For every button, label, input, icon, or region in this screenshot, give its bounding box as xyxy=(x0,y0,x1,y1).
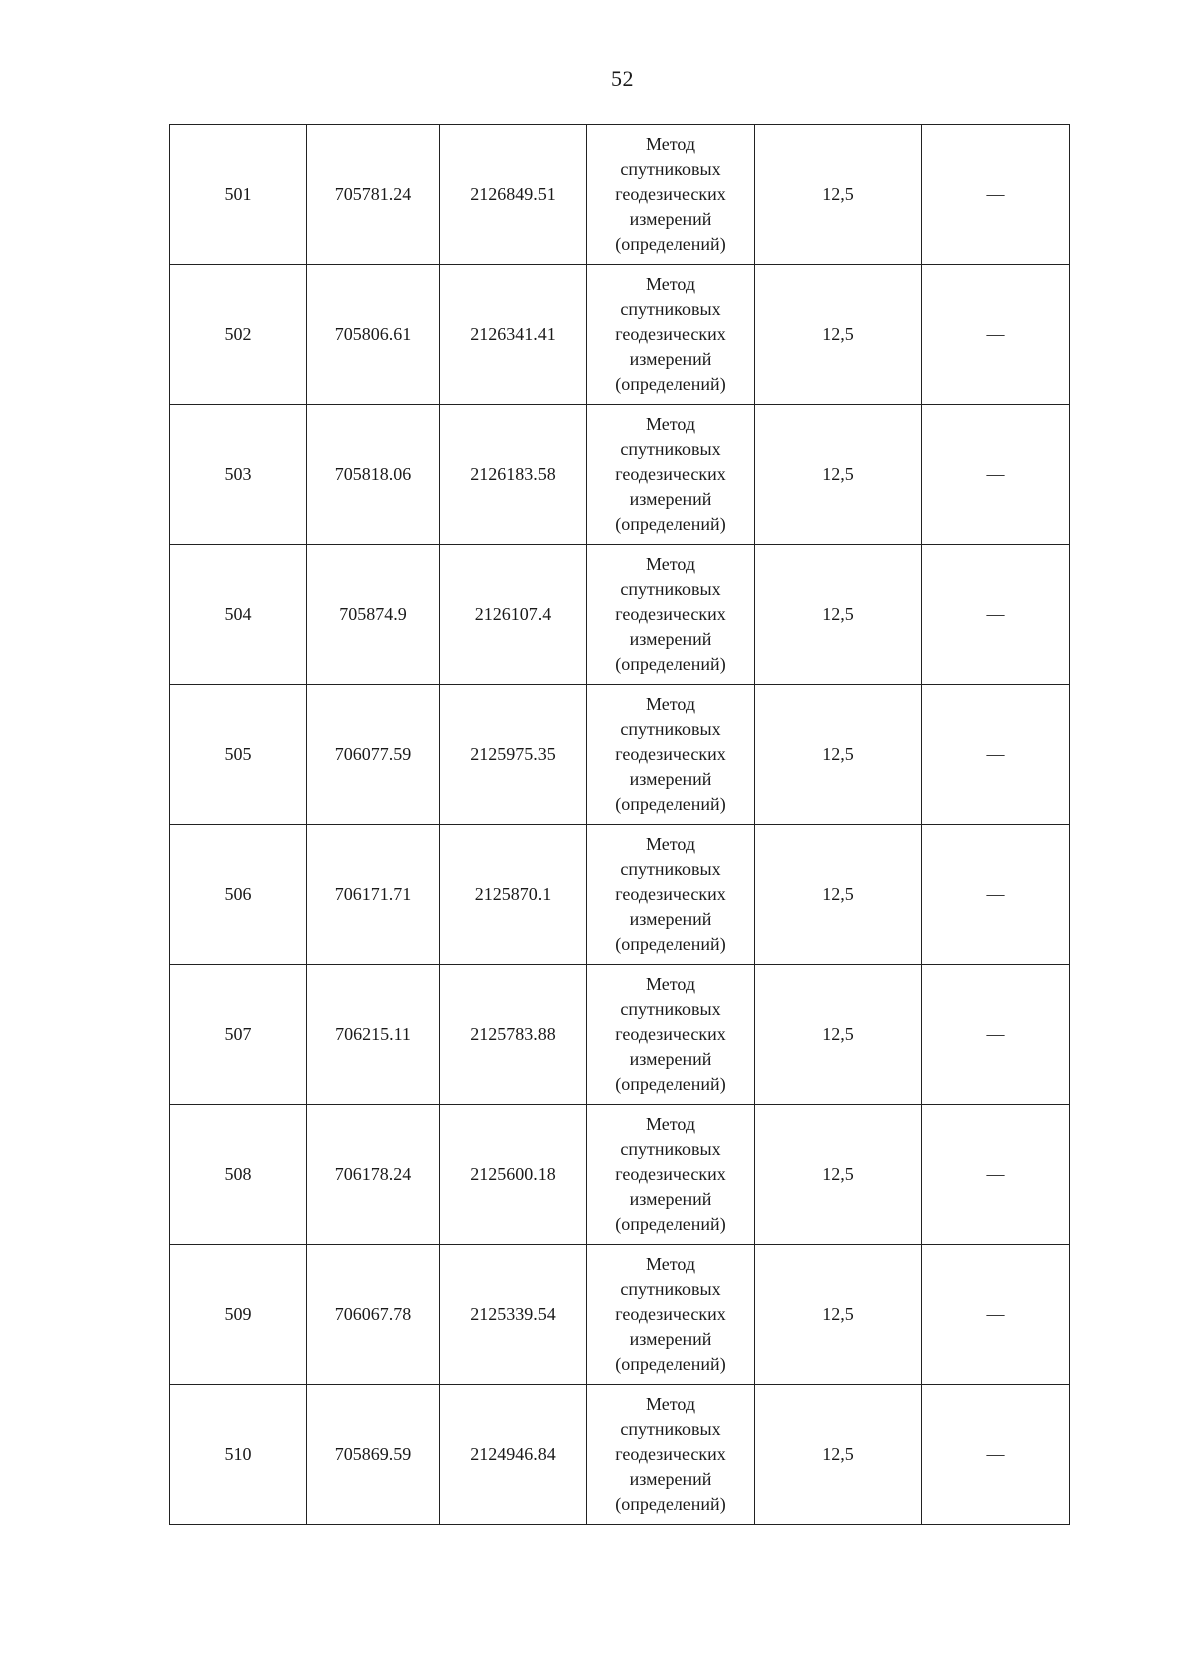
note-cell: — xyxy=(922,1245,1070,1385)
point-number-cell: 509 xyxy=(170,1245,307,1385)
method-cell: Метод спутниковых геодезических измерений (определений) xyxy=(587,125,755,265)
point-number-cell: 508 xyxy=(170,1105,307,1245)
table-row xyxy=(170,1245,1070,1385)
accuracy-cell: 12,5 xyxy=(755,405,922,545)
method-cell: Метод спутниковых геодезических измерений (определений) xyxy=(587,405,755,545)
accuracy-cell: 12,5 xyxy=(755,1105,922,1245)
table-row xyxy=(170,685,1070,825)
point-number-cell: 507 xyxy=(170,965,307,1105)
note-cell: — xyxy=(922,405,1070,545)
x-coordinate-cell: 706215.11 xyxy=(307,965,440,1105)
y-coordinate-cell: 2126849.51 xyxy=(440,125,587,265)
x-coordinate-cell: 705818.06 xyxy=(307,405,440,545)
y-coordinate-cell: 2125783.88 xyxy=(440,965,587,1105)
point-number-cell: 502 xyxy=(170,265,307,405)
method-cell: Метод спутниковых геодезических измерений (определений) xyxy=(587,1105,755,1245)
note-cell: — xyxy=(922,1385,1070,1525)
note-cell: — xyxy=(922,265,1070,405)
table-row xyxy=(170,1105,1070,1245)
accuracy-cell: 12,5 xyxy=(755,545,922,685)
y-coordinate-cell: 2126107.4 xyxy=(440,545,587,685)
page-number: 52 xyxy=(611,66,634,91)
method-cell: Метод спутниковых геодезических измерений (определений) xyxy=(587,685,755,825)
coordinates-table xyxy=(169,124,1070,1525)
x-coordinate-cell: 705874.9 xyxy=(307,545,440,685)
x-coordinate-cell: 706171.71 xyxy=(307,825,440,965)
x-coordinate-cell: 705806.61 xyxy=(307,265,440,405)
accuracy-cell: 12,5 xyxy=(755,825,922,965)
x-coordinate-cell: 705781.24 xyxy=(307,125,440,265)
y-coordinate-cell: 2125600.18 xyxy=(440,1105,587,1245)
y-coordinate-cell: 2126183.58 xyxy=(440,405,587,545)
point-number-cell: 505 xyxy=(170,685,307,825)
note-cell: — xyxy=(922,825,1070,965)
method-cell: Метод спутниковых геодезических измерений (определений) xyxy=(587,265,755,405)
table-row xyxy=(170,125,1070,265)
x-coordinate-cell: 706077.59 xyxy=(307,685,440,825)
method-cell: Метод спутниковых геодезических измерений (определений) xyxy=(587,965,755,1105)
point-number-cell: 504 xyxy=(170,545,307,685)
method-cell: Метод спутниковых геодезических измерений (определений) xyxy=(587,1385,755,1525)
point-number-cell: 510 xyxy=(170,1385,307,1525)
point-number-cell: 503 xyxy=(170,405,307,545)
x-coordinate-cell: 706067.78 xyxy=(307,1245,440,1385)
note-cell: — xyxy=(922,965,1070,1105)
accuracy-cell: 12,5 xyxy=(755,1245,922,1385)
table-row xyxy=(170,825,1070,965)
accuracy-cell: 12,5 xyxy=(755,685,922,825)
table-row xyxy=(170,265,1070,405)
note-cell: — xyxy=(922,1105,1070,1245)
y-coordinate-cell: 2125870.1 xyxy=(440,825,587,965)
x-coordinate-cell: 706178.24 xyxy=(307,1105,440,1245)
accuracy-cell: 12,5 xyxy=(755,125,922,265)
table-row xyxy=(170,1385,1070,1525)
table-row xyxy=(170,965,1070,1105)
table-row xyxy=(170,405,1070,545)
note-cell: — xyxy=(922,685,1070,825)
x-coordinate-cell: 705869.59 xyxy=(307,1385,440,1525)
y-coordinate-cell: 2125339.54 xyxy=(440,1245,587,1385)
note-cell: — xyxy=(922,545,1070,685)
method-cell: Метод спутниковых геодезических измерений (определений) xyxy=(587,545,755,685)
note-cell: — xyxy=(922,125,1070,265)
y-coordinate-cell: 2126341.41 xyxy=(440,265,587,405)
y-coordinate-cell: 2125975.35 xyxy=(440,685,587,825)
accuracy-cell: 12,5 xyxy=(755,265,922,405)
method-cell: Метод спутниковых геодезических измерений (определений) xyxy=(587,825,755,965)
point-number-cell: 506 xyxy=(170,825,307,965)
accuracy-cell: 12,5 xyxy=(755,965,922,1105)
table-row xyxy=(170,545,1070,685)
point-number-cell: 501 xyxy=(170,125,307,265)
y-coordinate-cell: 2124946.84 xyxy=(440,1385,587,1525)
method-cell: Метод спутниковых геодезических измерений (определений) xyxy=(587,1245,755,1385)
accuracy-cell: 12,5 xyxy=(755,1385,922,1525)
